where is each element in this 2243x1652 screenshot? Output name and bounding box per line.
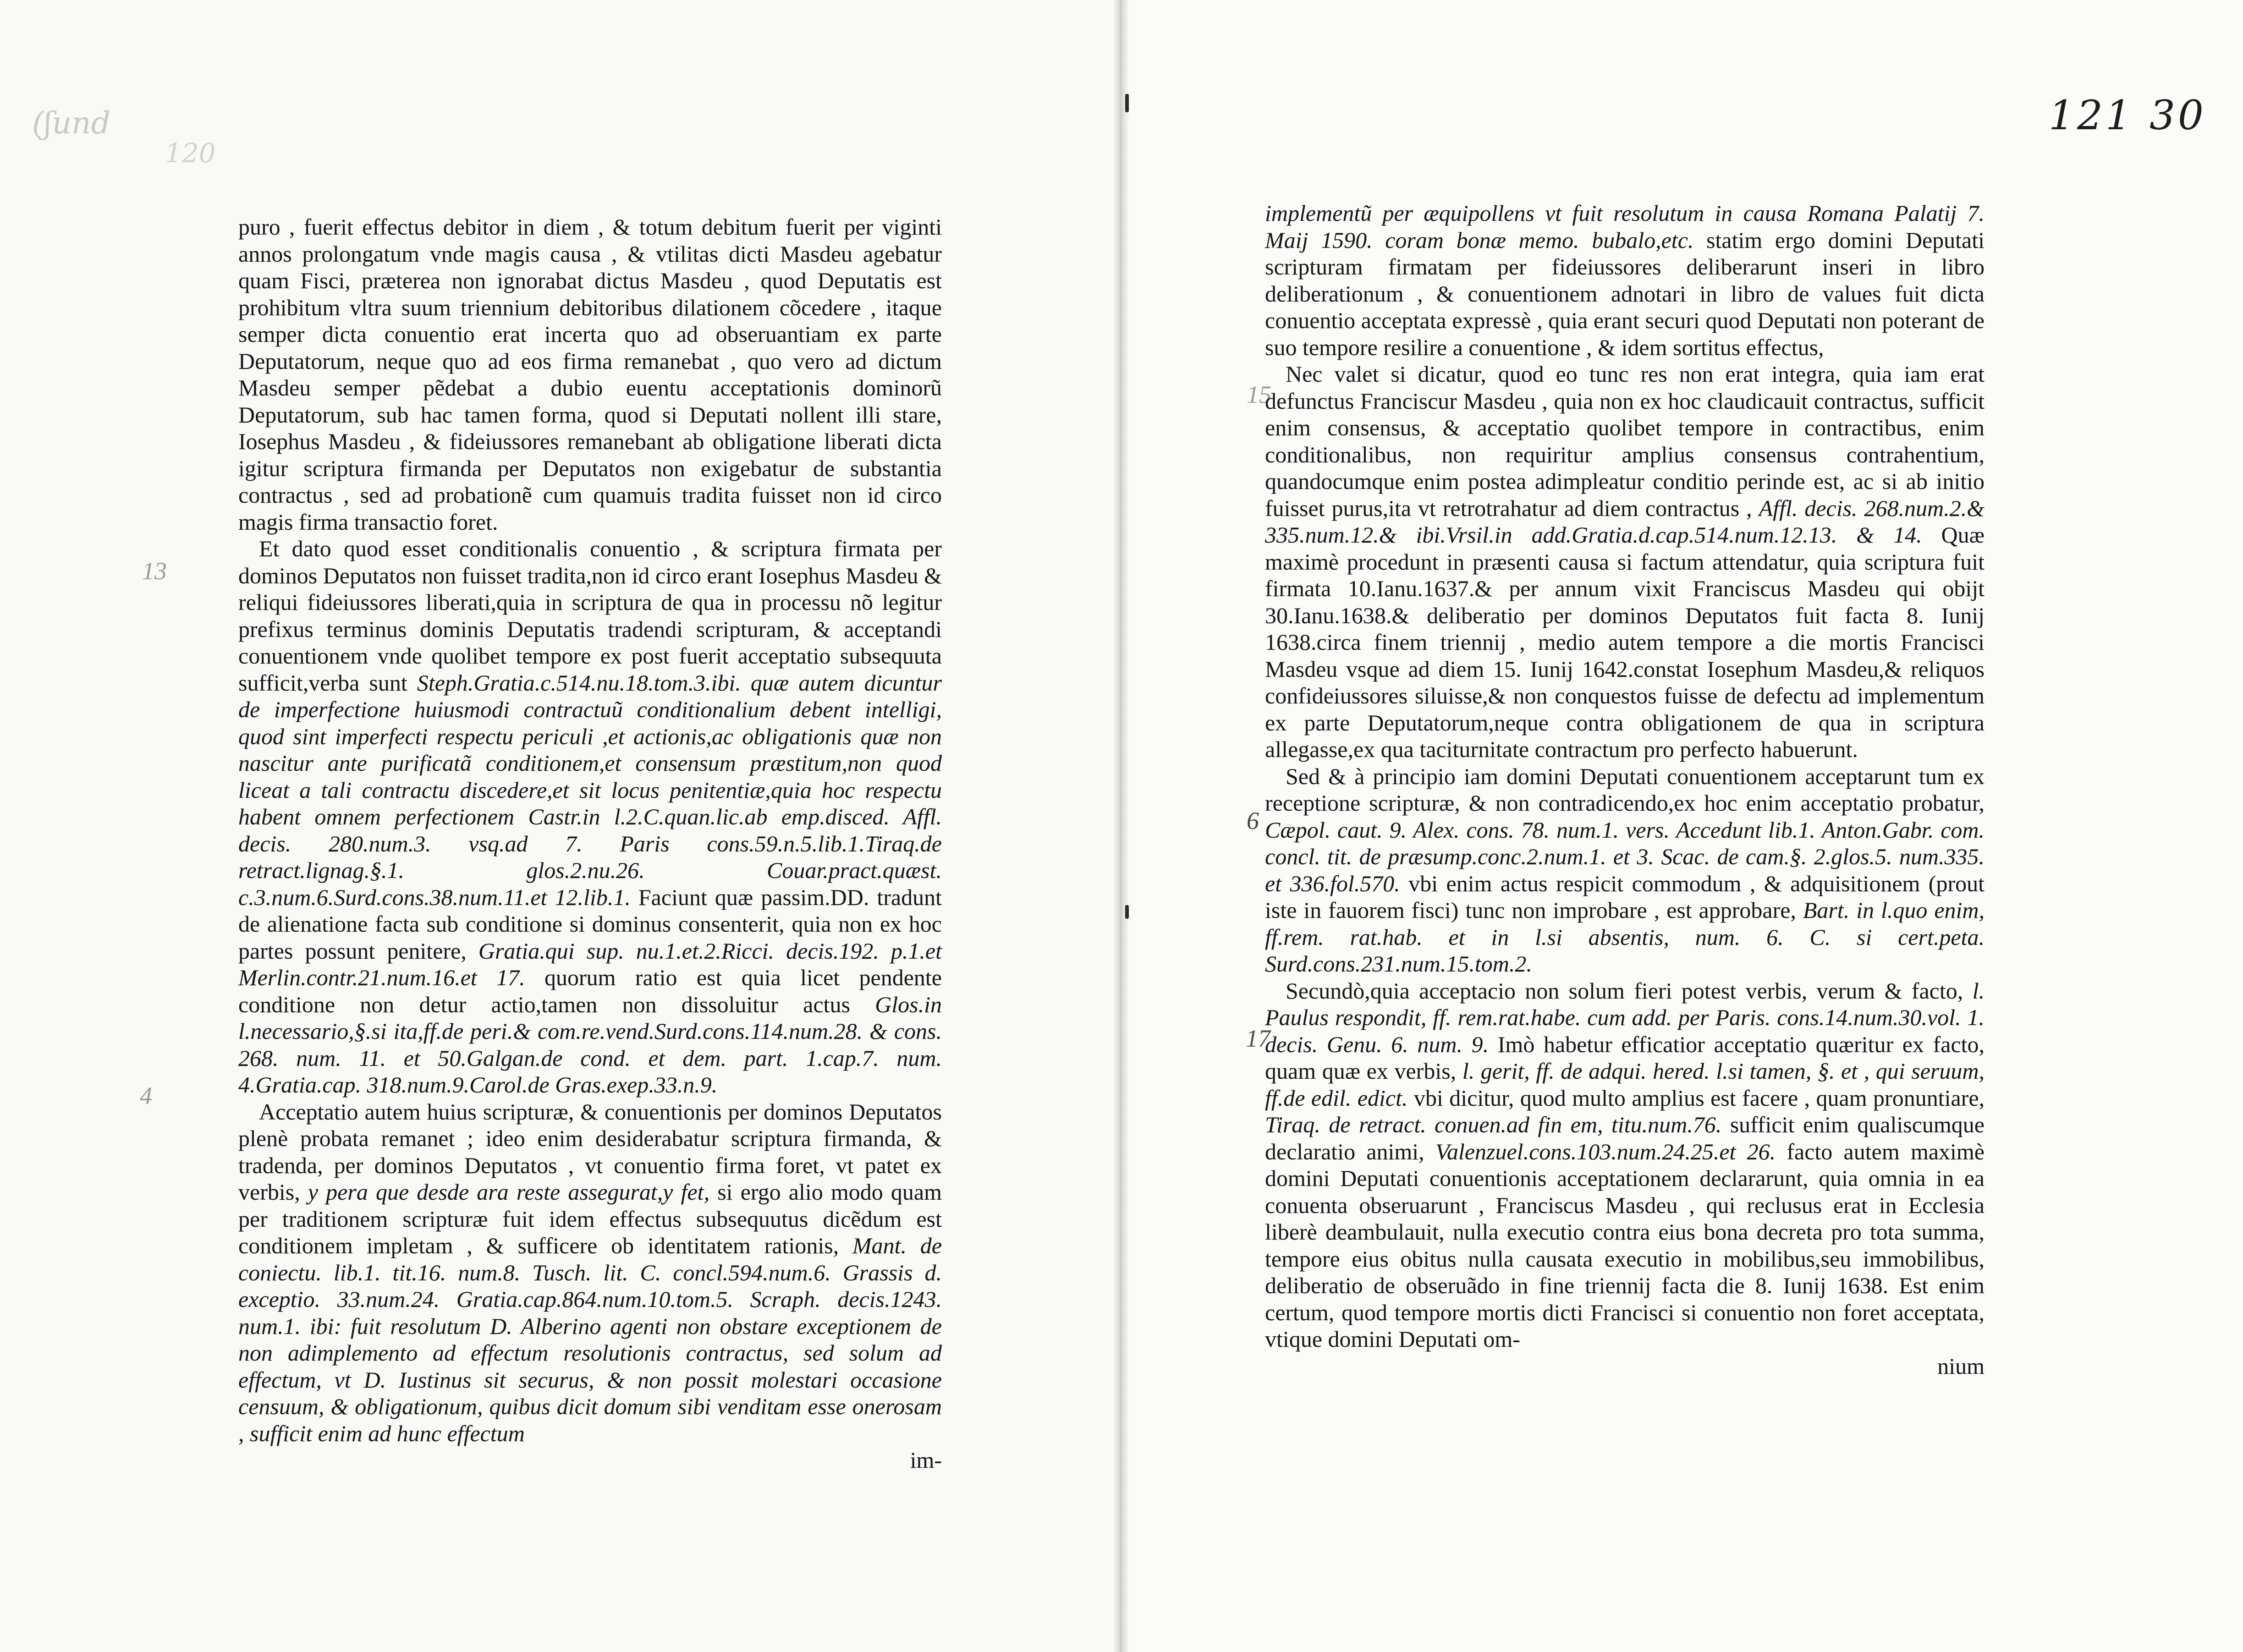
catchword: nium (1937, 1353, 1985, 1379)
citation-run: Cæpol. caut. 9. Alex. cons. 78. num.1. vers. Accedunt lib.1. Anton.Gabr. com. concl. tit. de præsump.conc.2.num.1. et 3. Scac. de cam.§. 2.glos.5. num.335. et 336.fol.570. (1265, 817, 1985, 896)
book-gutter (1114, 0, 1128, 1652)
margin-mark-15: 15 (1247, 381, 1271, 408)
margin-mark-13: 13 (142, 557, 167, 585)
text-run: Sed & à principio iam domini Deputati conuentionem acceptarunt tum ex receptione scripturæ, & non contradicendo,ex hoc enim acceptatio probatur, (1265, 763, 1985, 816)
citation-run: Gratia.qui sup. nu.1.et.2.Ricci. decis.192. p.1.et Merlin.contr.21.num.16.et 17. (238, 938, 942, 990)
right-paragraph-1 (1265, 200, 1985, 361)
citation-run: Valenzuel.cons.103.num.24.25.et 26. (1435, 1138, 1776, 1164)
right-paragraph-4 (1265, 977, 1985, 1380)
right-paragraph-3 (1265, 763, 1985, 977)
margin-mark-4: 4 (140, 1082, 152, 1109)
text-run: si ergo alio modo quam per traditionem scripturæ fuit idem effectus subsequutus dicẽdum est conditionem impletam , & sufficere ob identitatem rationis, (238, 1179, 942, 1258)
citation-run: implementũ per æquipollens vt fuit resolutum in causa Romana Palatij 7. Maij 1590. coram bonæ memo. bubalo,etc. (1265, 200, 1985, 253)
catchword: im- (910, 1447, 942, 1473)
text-run: vbi dicitur, quod multo amplius est facere , quam pronuntiare, (1413, 1085, 1985, 1111)
citation-run: Bart. in l.quo enim, ff.rem. rat.hab. et in l.si absentis, num. 6. C. si cert.peta. Surd.cons.231.num.15.tom.2. (1265, 897, 1985, 977)
text-run: Secundò,quia acceptacio non solum fieri potest verbis, verum & facto, (1286, 977, 1963, 1004)
binding-thread-top (1125, 94, 1129, 112)
citation-run: Affl. decis. 268.num.2.& 335.num.12.& ibi.Vrsil.in add.Gratia.d.cap.514.num.12.13. & 14. (1265, 495, 1985, 548)
left-paragraph-1 (238, 214, 942, 535)
right-text-column (1265, 200, 1985, 1379)
citation-run: l. Paulus respondit, ff. rem.rat.habe. cum add. per Paris. cons.14.num.30.vol. 1. decis. Genu. 6. num. 9. (1265, 977, 1985, 1057)
text-run: statim ergo domini Deputati scripturam firmatam per fideiussores deliberarunt inseri in libro deliberationum , & conuentionem adnotari in libro de values fuit dicta conuentio acceptata expressè , quia erant securi quod Deputati non poterant de suo tempore resilire a conuentione , & idem sortitus effectus, (1265, 227, 1985, 360)
text-run: Acceptatio autem huius scripturæ, & conuentionis per dominos Deputatos plenè probata remanet ; ideo enim desiderabatur scriptura firmanda, & tradenda, per dominos Deputatos , vt conuentio firma foret, vt patet ex verbis, (238, 1098, 942, 1205)
binding-thread-bottom (1125, 905, 1129, 919)
text-run: Quæ maximè procedunt in præsenti causa si factum attendatur, quia scriptura fuit firmata 10.Ianu.1637.& per annum vixit Franciscus Masdeu qui obijt 30.Ianu.1638.& deliberatio per dominos Deputatos fuit facta 8. Iunij 1638.circa finem triennij , medio autem tempore a die mortis Francisci Masdeu vsque ad diem 15. Iunij 1642.constat Iosephum Masdeu,& reliquos confideiussores siluisse,& non conquestos fuisse de defectu ad implementum ex parte Deputatorum,neque contra obligationem de qua in scriptura allegasse,ex qua taciturnitate contractum pro perfecto habuerunt. (1265, 522, 1985, 762)
citation-run: Glos.in l.necessario,§.si ita,ff.de peri.& com.re.vend.Surd.cons.114.num.28. & cons. 268. num. 11. et 50.Galgan.de cond. et dem. part. 1.cap.7. num. 4.Gratia.cap. 318.num.9.Carol.de Gras.exep.33.n.9. (238, 991, 942, 1098)
citation-run: Tiraq. de retract. conuen.ad fin em, titu.num.76. (1265, 1112, 1722, 1137)
text-run: Nec valet si dicatur, quod eo tunc res non erat integra, quia iam erat defunctus Franciscur Masdeu , quia non ex hoc claudicauit contractus, sufficit enim consensus, & acceptatio quolibet tempore in contractibus, enim conditionalibus, non requiritur amplius consensus contrahentium, quandocumque enim postea adimpleatur conditio perinde est, ac si ab initio fuisset purus,ita vt retrotrahatur ad diem contractus , (1265, 361, 1985, 521)
right-paragraph-2 (1265, 361, 1985, 763)
citation-run: l. gerit, ff. de adqui. hered. l.si tamen, §. et , qui seruum, ff.de edil. edict. (1265, 1058, 1985, 1111)
left-text-column (238, 214, 942, 1474)
faint-folio-number: 120 (165, 137, 216, 169)
left-paragraph-3 (238, 1098, 942, 1474)
faint-corner-mark: (ʃund (32, 105, 110, 141)
text-run: puro , fuerit effectus debitor in diem , & totum debitum fuerit per viginti annos prolongatum vnde magis causa , & vtilitas dicti Masdeu agebatur quam Fisci, præterea non ignorabat dictus Masdeu , quod Deputatis est prohibitum vltra suum triennium debitoribus dilationem cõcedere , itaque semper dicta conuentio erat incerta quo ad obseruantiam ex parte Deputatorum, neque quo ad eos firma remanebat , quo vero ad dictum Masdeu semper pẽdebat a dubio euentu acceptationis dominorũ Deputatorum, sub hac tamen forma, quod si Deputati nollent illi stare, Iosephus Masdeu , & fideiussores remanebant ab obligatione liberati dicta igitur scriptura firmanda per Deputatos non exigebatur de substantia contractus , sed ad probationẽ cum quamuis tradita fuisset non id circo magis firma transactio foret. (238, 214, 942, 535)
margin-mark-17: 17 (1246, 1025, 1270, 1052)
citation-run: Mant. de coniectu. lib.1. tit.16. num.8. Tusch. lit. C. concl.594.num.6. Grassis d. exceptio. 33.num.24. Gratia.cap.864.num.10.tom.5. Scraph. decis.1243. num.1. ibi: fuit resolutum D. Alberino agenti non obstare exceptionem de non adimplemento ad effectum resolutionis contractus, sed solum ad effectum, vt D. Iustinus sit securus, & non possit molestari occasione censuum, & obligationum, quibus dicit domum sibi venditam esse onerosam , sufficit enim ad hunc effectum (238, 1233, 942, 1446)
citation-run: Steph.Gratia.c.514.nu.18.tom.3.ibi. quæ autem dicuntur de imperfectione huiusmodi contractuũ conditionalium debent intelligi, quod sint imperfecti respectu periculi ,et actionis,ac obligationis quæ non nascitur ante purificatã conditionem,et consensum præstitum,non quod liceat a tali contractu discedere,et sit locus penitentiæ,quia hoc respectu habent omnem perfectionem Castr.in l.2.C.quan.lic.ab emp.disced. Affl. decis. 280.num.3. vsq.ad 7. Paris cons.59.n.5.lib.1.Tiraq.de retract.lignag.§.1. glos.2.nu.26. Couar.pract.quæst. c.3.num.6.Surd.cons.38.num.11.et 12.lib.1. (238, 670, 942, 910)
left-paragraph-2 (238, 535, 942, 1098)
text-run: quorum ratio est quia licet pendente conditione non detur actio,tamen non dissoluitur actus (238, 965, 942, 1017)
text-run: Et dato quod esset conditionalis conuentio , & scriptura firmata per dominos Deputatos non fuisset tradita,non id circo erant Iosephus Masdeu & reliqui fideiussores liberati,quia in scriptura de qua in processu nõ legitur prefixus terminus dominis Deputatis tradendi scripturam, & acceptandi conuentionem vnde quolibet tempore ex post fuerit acceptatio subsequuta sufficit,verba sunt (238, 536, 942, 696)
margin-mark-6: 6 (1247, 807, 1259, 834)
text-run: Imò habetur efficatior acceptatio quæritur ex facto, quam quæ ex verbis, (1265, 1031, 1985, 1084)
handwritten-folio-number: 121 30 (2049, 92, 2206, 139)
text-run: sufficit enim qualiscumque declaratio animi, (1265, 1112, 1985, 1164)
text-run: vbi enim actus respicit commodum , & adquisitionem (prout iste in fauorem fisci) tunc non improbare , est approbare, (1265, 870, 1985, 923)
quote-run: y pera que desde ara reste assegurat,y fet, (308, 1179, 710, 1205)
text-run: facto autem maximè domini Deputati conuentionis acceptationem declararunt, quia omnia in ea conuenta obseruarunt , Franciscus Masdeu , qui reclusus erat in Ecclesia liberè deambulauit, nulla executio contra eius bona decreta pro tota summa, tempore eius obitus nulla causata executio in mobilibus,seu immobilibus, deliberatio de obseruãdo in fine triennij facta die 8. Iunij 1638. Est enim certum, quod tempore mortis dicti Francisci si conuentio non foret acceptata, vtique domini Deputati om- (1265, 1138, 1985, 1352)
text-run: Faciunt quæ passim.DD. tradunt de alienatione facta sub conditione si dominus consenterit, quia non ex hoc partes possunt penitere, (238, 884, 942, 964)
